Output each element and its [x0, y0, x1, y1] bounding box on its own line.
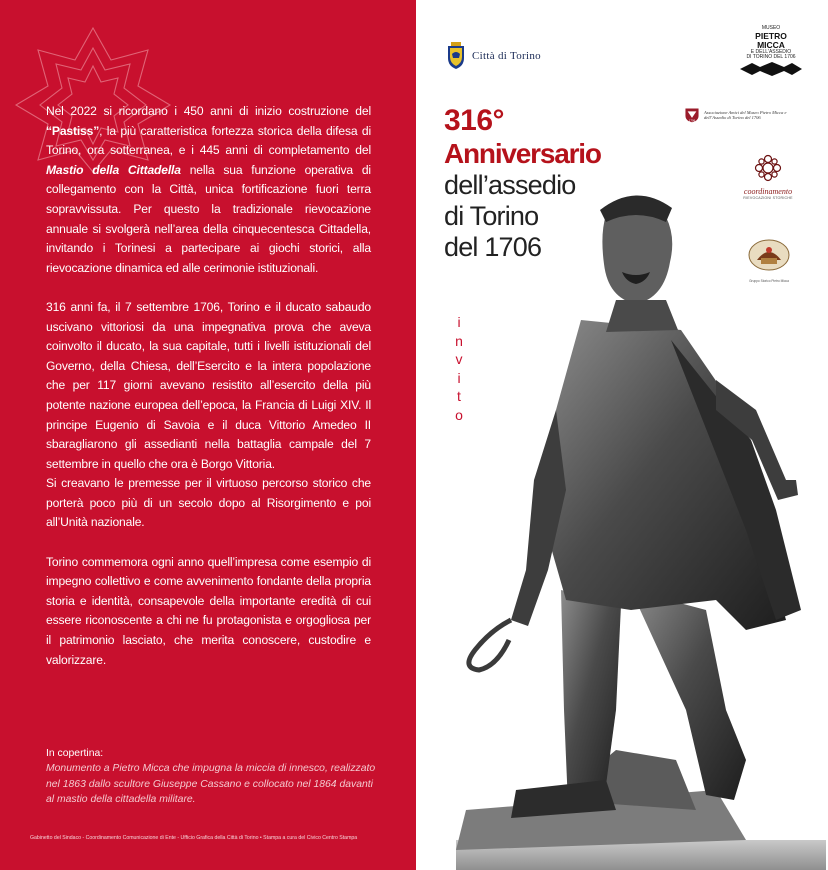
- invito-letter: t: [457, 388, 461, 404]
- svg-text:1706: 1706: [688, 118, 696, 123]
- invito-letter: i: [457, 369, 461, 386]
- paragraph-run: Torino commemora ogni anno quell’impresa come esempio di impegno collettivo e come avvenimento fondante della propria storia e identità, consapevole della importante eredità di cui essere riconoscente a chi ne fu protagonista e orgogliosa per il patrimonio lasciato, che merita conoscere, custodire e valorizzare.: [46, 554, 371, 667]
- associazione-amici-logo: [684, 104, 806, 126]
- museo-label: MUSEO: [761, 25, 781, 31]
- museo-micca: MICCA: [757, 39, 785, 50]
- association-name: Associazione Amici del Museo Pietro Micca e dell’Assedio di Torino del 1706: [704, 109, 787, 120]
- invito-letter: v: [455, 351, 463, 367]
- cover-description: Monumento a Pietro Micca che impugna la miccia di innesco, realizzato nel 1863 dallo scultore Giuseppe Cassano e collocato nel 1864 davanti al mastio della cittadella militare.: [46, 763, 376, 806]
- museo-year: DI TORINO DEL 1706: [746, 54, 796, 60]
- coordinamento-sub: RIEVOCAZIONI STORICHE: [743, 196, 793, 200]
- museo-pietro-micca-logo: [736, 26, 806, 80]
- paragraph-run: “Pastiss”: [46, 123, 100, 138]
- paragraph-run: , la più caratteristica fortezza storica della difesa di Torino, ora sotterranea, e i 445 anni di completamento del: [46, 123, 371, 158]
- association-shield-icon: [684, 104, 700, 126]
- gruppo-storico-name: Gruppo Storico Pietro Micca: [749, 279, 789, 283]
- fortress-plan-icon: [738, 61, 804, 77]
- paragraph-assedio-1706: [46, 298, 371, 533]
- invito-letter: i: [457, 314, 461, 330]
- invito-vertical-text: [452, 313, 466, 424]
- citta-di-torino-logo: [446, 40, 541, 72]
- museo-pietro: PIETRO: [755, 30, 787, 41]
- title-anniversario: Anniversario: [444, 138, 601, 169]
- paragraph-run: Nel 2022 si ricordano i 450 anni di inizio costruzione del: [46, 104, 371, 118]
- museo-assedio: E DELL'ASSEDIO: [750, 48, 792, 55]
- title-number: 316°: [444, 104, 505, 137]
- print-credits: Gabinetto del Sindaco - Coordinamento Comunicazione di Ente - Ufficio Grafica della Città di Torino • Stampa a cura del Civico Centro Stampa: [30, 835, 358, 841]
- city-name: Città di Torino: [472, 50, 541, 62]
- paragraph-run: Si creavano le premesse per il virtuoso percorso storico che porterà poco più di un secolo dopo al Risorgimento e poi all’Unità nazionale.: [46, 476, 371, 530]
- paragraph-run: Mastio della Cittadella: [46, 162, 181, 177]
- paragraph-commemorazione: [46, 553, 371, 671]
- coordinamento-name: coordinamento: [743, 187, 793, 196]
- cover-caption: [46, 746, 376, 808]
- cover-label: In copertina:: [46, 748, 104, 759]
- invito-letter: n: [455, 332, 463, 349]
- title-line-3: del 1706: [444, 232, 542, 262]
- torino-bull-crest-icon: [446, 42, 466, 70]
- right-white-panel: [416, 0, 828, 870]
- invito-letter: o: [455, 406, 463, 423]
- paragraph-pastiss: [46, 102, 371, 278]
- paragraph-run: nella sua funzione operativa di collegamento con la Città, unica fortificazione fuori terra sopravvissuta. Per questo la tradizionale rievocazione annuale si svolgerà nell’area della cinquecentesca Cittadella, invitando i Torinesi a partecipare ai giochi storici, alla rievocazione dinamica ed alle cerimonie istituzionali.: [46, 162, 371, 275]
- title-line-2: di Torino: [444, 201, 539, 231]
- intro-text: [46, 102, 371, 690]
- paragraph-run: 316 anni fa, il 7 settembre 1706, Torino e il ducato sabaudo uscivano vittoriosi da una impegnativa prova che aveva coinvolto il ducato, la sua capitale, tutti i livelli istituzionali del Governo, della Chiesa, dell’Esercito e la intera popolazione che per 117 giorni avevano resistito all’esercito della più potente nazione europea dell’epoca, la Francia di Luigi XIV. Il principe Eugenio di Savoia e il duca Vittorio Amedeo II sbaragliarono gli assedianti nella battaglia campale del 7 settembre in quello che ora è Borgo Vittoria.: [46, 299, 371, 471]
- anniversary-title: [444, 104, 624, 263]
- title-line-1: dell’assedio: [444, 170, 576, 200]
